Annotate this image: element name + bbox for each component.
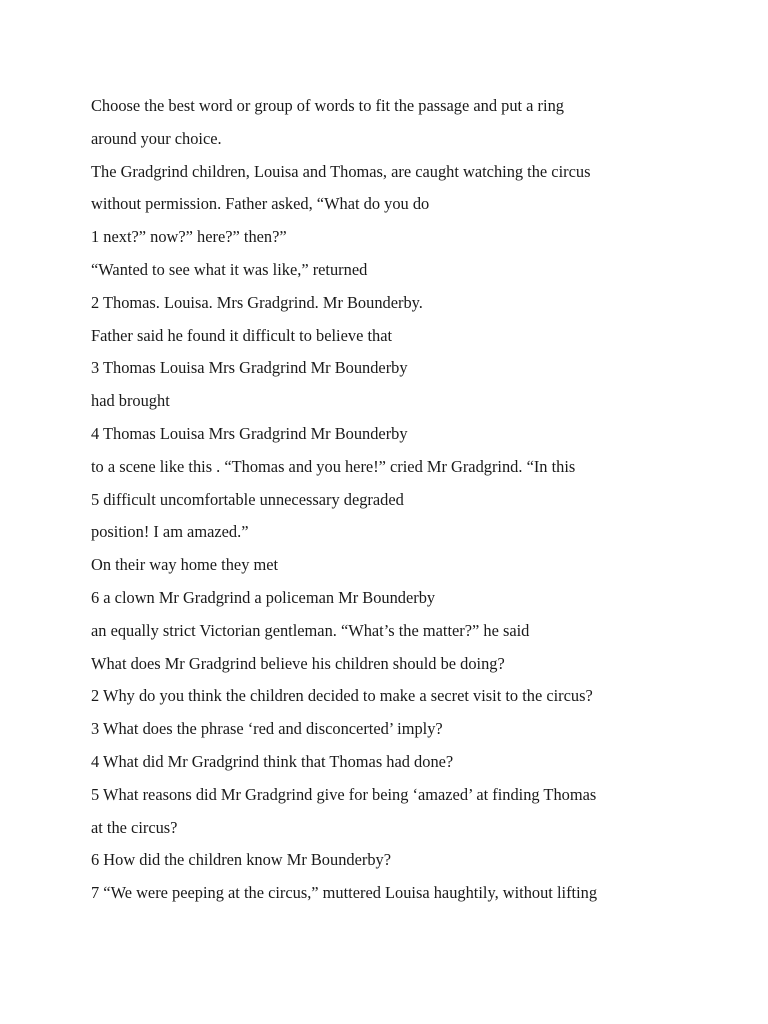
text-line: What does Mr Gradgrind believe his children should be doing? (91, 653, 505, 673)
text-line: 3 What does the phrase ‘red and disconcerted’ imply? (91, 719, 443, 739)
text-line: 4 What did Mr Gradgrind think that Thomas had done? (91, 751, 454, 771)
text-line: Father said he found it difficult to believe that (91, 325, 393, 345)
text-line: Choose the best word or group of words to fit the passage and put a ring (91, 96, 564, 115)
text-line: 7 “We were peeping at the circus,” muttered Louisa haughtily, without lifting (91, 883, 598, 903)
text-line: at the circus? (91, 817, 178, 837)
text-line: 6 a clown Mr Gradgrind a policeman Mr Bounderby (91, 587, 436, 607)
text-line: to a scene like this . “Thomas and you here!” cried Mr Gradgrind. “In this (91, 456, 576, 476)
text-line: On their way home they met (91, 555, 279, 575)
text-line: position! I am amazed.” (91, 522, 249, 542)
text-line: an equally strict Victorian gentleman. “What’s the matter?” he said (91, 620, 530, 640)
text-line: had brought (91, 391, 170, 411)
text-line: 4 Thomas Louisa Mrs Gradgrind Mr Bounderby (91, 423, 408, 443)
text-line: around your choice. (91, 128, 222, 148)
text-line: 2 Thomas. Louisa. Mrs Gradgrind. Mr Bounderby. (91, 292, 423, 312)
text-line: 2 Why do you think the children decided to make a secret visit to the circus? (91, 686, 593, 706)
text-line: “Wanted to see what it was like,” returned (91, 259, 368, 279)
text-line: 6 How did the children know Mr Bounderby? (91, 850, 391, 870)
worksheet-text (91, 90, 731, 910)
text-line: without permission. Father asked, “What do you do (91, 194, 430, 214)
text-line: 1 next?” now?” here?” then?” (91, 227, 287, 247)
text-line: 5 difficult uncomfortable unnecessary degraded (91, 489, 404, 509)
text-line: 5 What reasons did Mr Gradgrind give for being ‘amazed’ at finding Thomas (91, 784, 597, 804)
text-line: 3 Thomas Louisa Mrs Gradgrind Mr Bounderby (91, 358, 408, 378)
text-line: The Gradgrind children, Louisa and Thomas, are caught watching the circus (91, 161, 591, 181)
